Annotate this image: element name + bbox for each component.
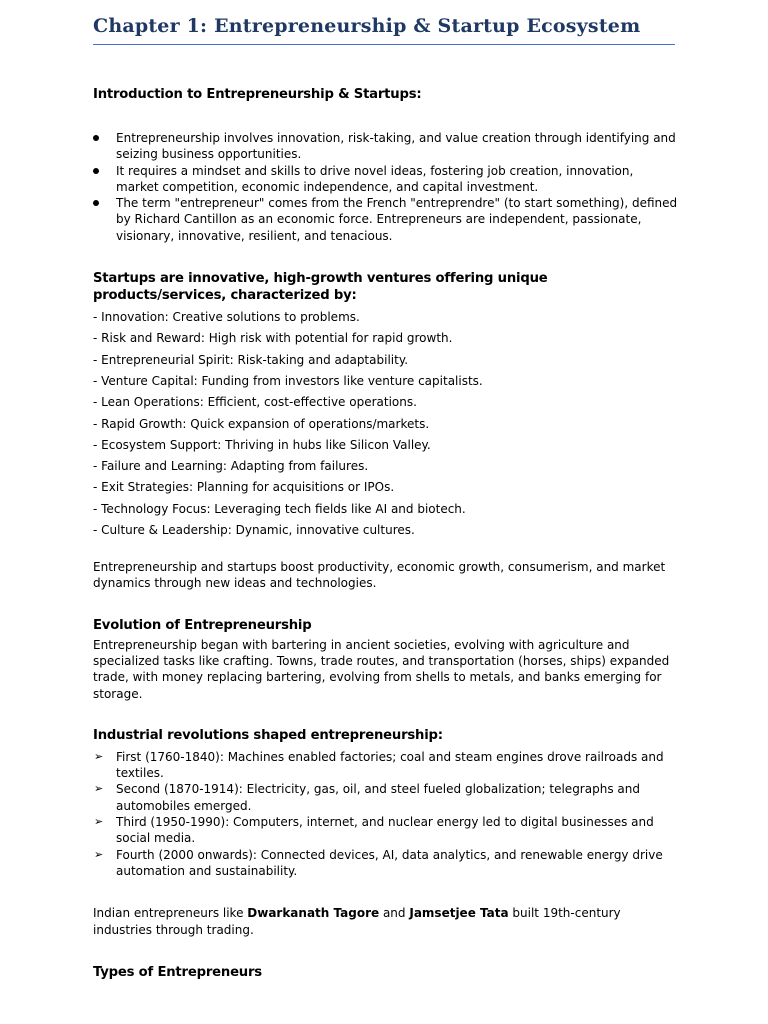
bullet-dot-icon: [93, 200, 99, 206]
industrial-heading: Industrial revolutions shaped entrepreneurship:: [93, 727, 443, 743]
intro-bullet-list: [93, 130, 678, 244]
bullet-dot-icon: [93, 135, 99, 141]
list-item: ➢ Fourth (2000 onwards): Connected devices, AI, data analytics, and renewable energy drive automation and sustainability.: [94, 847, 663, 878]
list-item: Entrepreneurship involves innovation, risk-taking, and value creation through identifying and seizing business opportunities.: [93, 130, 678, 163]
name-jamsetjee-tata: Jamsetjee Tata: [409, 906, 509, 921]
startups-heading: Startups are innovative, high-growth ventures offering unique products/services, characterized by:: [93, 271, 548, 304]
title-underline: [93, 44, 675, 45]
list-item: - Risk and Reward: High risk with potential for rapid growth.: [93, 331, 453, 346]
list-item: - Technology Focus: Leveraging tech fields like AI and biotech.: [93, 501, 466, 516]
list-item: - Rapid Growth: Quick expansion of operations/markets.: [93, 416, 430, 431]
list-item: - Culture & Leadership: Dynamic, innovative cultures.: [93, 523, 415, 538]
document-body: [93, 86, 678, 981]
list-item: - Failure and Learning: Adapting from failures.: [93, 459, 369, 474]
list-item: - Exit Strategies: Planning for acquisitions or IPOs.: [93, 480, 395, 495]
arrow-bullet-icon: ➢: [94, 782, 104, 796]
list-item: It requires a mindset and skills to drive novel ideas, fostering job creation, innovation, market competition, economic independence, and capital investment.: [93, 163, 678, 196]
evolution-heading: Evolution of Entrepreneurship: [93, 617, 312, 633]
list-item: - Innovation: Creative solutions to problems.: [93, 310, 360, 325]
intro-heading: Introduction to Entrepreneurship & Startups:: [93, 87, 422, 102]
arrow-bullet-icon: ➢: [94, 815, 104, 829]
arrow-bullet-icon: ➢: [94, 847, 104, 861]
list-item: ➢ Second (1870-1914): Electricity, gas, oil, and steel fueled globalization; telegraphs and automobiles emerged.: [94, 782, 640, 813]
list-item: - Ecosystem Support: Thriving in hubs like Silicon Valley.: [93, 437, 431, 452]
name-dwarkanath-tagore: Dwarkanath Tagore: [247, 906, 380, 921]
list-item: - Entrepreneurial Spirit: Risk-taking and adaptability.: [93, 352, 409, 367]
chapter-title: Chapter 1: Entrepreneurship & Startup Ecosystem: [93, 15, 641, 37]
startups-summary: Entrepreneurship and startups boost productivity, economic growth, consumerism, and market dynamics through new ideas and technologies.: [93, 560, 666, 591]
types-heading: Types of Entrepreneurs: [93, 964, 262, 980]
list-item: The term "entrepreneur" comes from the French "entreprendre" (to start something), defined by Richard Cantillon as an economic force. Entrepreneurs are independent, passionate, visionary, innovative, resilient, and tenacious.: [93, 195, 678, 244]
startup-characteristics-list: [93, 309, 678, 538]
list-item: ➢ First (1760-1840): Machines enabled factories; coal and steam engines drove railroads and textiles.: [94, 749, 664, 781]
list-item: ➢ Third (1950-1990): Computers, internet, and nuclear energy led to digital businesses and social media.: [94, 815, 654, 846]
indian-entrepreneurs-paragraph: Indian entrepreneurs like Dwarkanath Tagore and Jamsetjee Tata built 19th-century industries through trading.: [93, 906, 621, 937]
evolution-body: Entrepreneurship began with bartering in ancient societies, evolving with agriculture and specialized tasks like crafting. Towns, trade routes, and transportation (horses, ships) expanded trade, with money replacing bartering, evolving from shells to metals, and banks emerging for storage.: [93, 637, 670, 701]
list-item: - Venture Capital: Funding from investors like venture capitalists.: [93, 373, 483, 388]
list-item: - Lean Operations: Efficient, cost-effective operations.: [93, 395, 417, 410]
bullet-dot-icon: [93, 168, 99, 174]
arrow-bullet-icon: ➢: [94, 749, 104, 763]
industrial-revolutions-list: [93, 749, 678, 879]
